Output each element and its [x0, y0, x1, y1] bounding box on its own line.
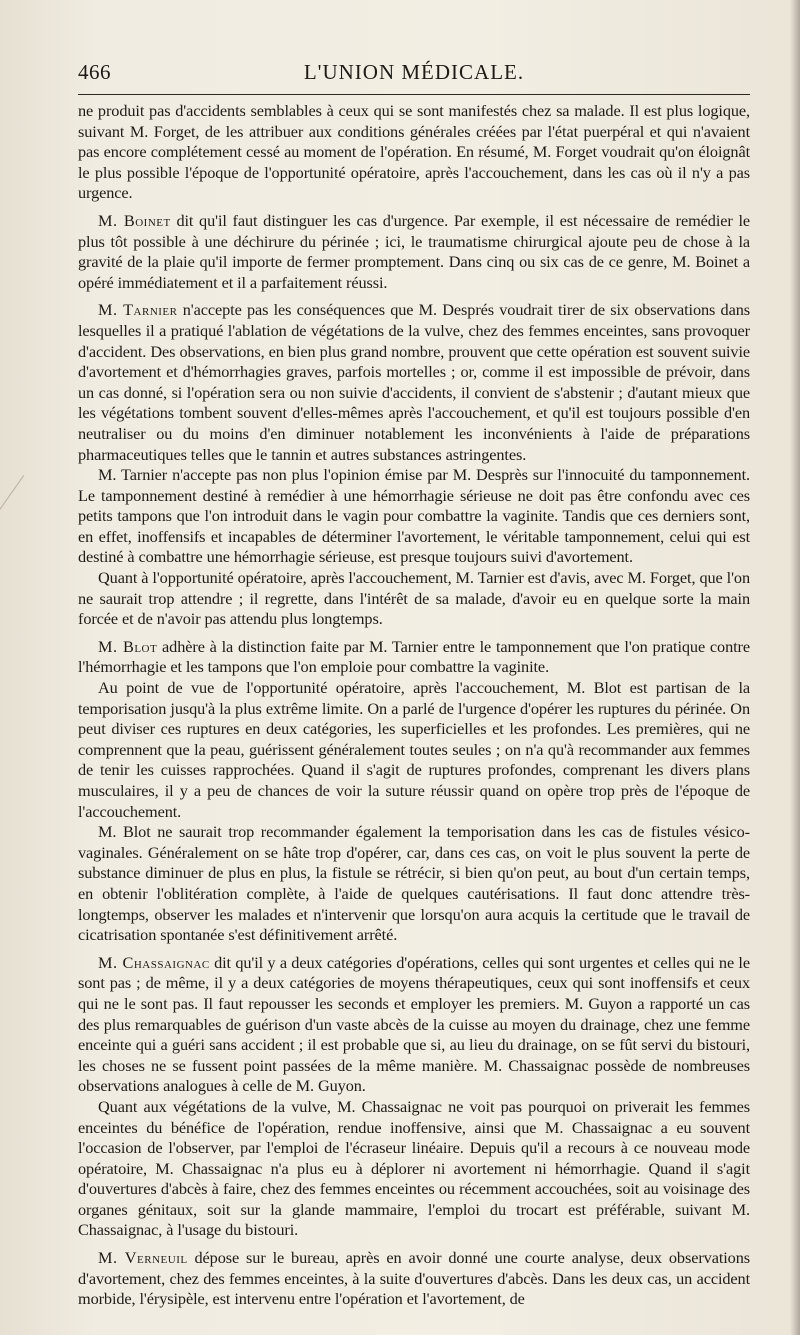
paragraph-blot-fistules [78, 822, 750, 946]
page-number: 466 [78, 60, 111, 84]
speaker-name: M. Chassaignac [98, 952, 210, 972]
paragraph-text: dit qu'il y a deux catégories d'opérations, celles qui sont urgentes et celles qui ne le sont pas ; de même, il y a deux catégories de moyens thérapeutiques, ceux qui sont inoffensifs et ceux qui ne le sont pas. Il faut repousser les seconds et employer les premiers. M. Guyon a rapporté un cas des plus remarquables de guérison d'un vaste abcès de la cuisse au moyen du drainage, chez une femme enceinte qui a guéri sans accident ; il est probable que si, au lieu du drainage, on se fût servi du bistouri, les choses ne se fussent point passées de la même manière. M. Chassaignac possède de nombreuses observations analogues à celle de M. Guyon. [78, 952, 750, 1096]
speaker-name: M. Tarnier [98, 300, 178, 320]
body-text [78, 101, 750, 1310]
paragraph-boinet [78, 211, 750, 293]
paragraph-blot [78, 637, 750, 678]
paragraph-text: dit qu'il faut distinguer les cas d'urgence. Par exemple, il est nécessaire de remédier le plus tôt possible à une déchirure du périnée ; ici, le traumatisme chirurgical ajoute peu de chose à la gravité de la plaie qu'il importe de fermer promptement. Dans cinq ou six cas de ce genre, M. Boinet a opéré immédiatement et il a parfaitement réussi. [78, 210, 750, 292]
header-rule [78, 94, 750, 95]
paragraph-chassaignac-vegetations [78, 1097, 750, 1241]
speaker-name: M. Boinet [98, 210, 171, 230]
paragraph-chassaignac [78, 953, 750, 1097]
paragraph-text: dépose sur le bureau, après en avoir donné une courte analyse, deux observations d'avortement, chez des femmes enceintes, à la suite d'ouvertures d'abcès. Dans les deux cas, un accident morbide, l'érysipèle, est intervenu entre l'opération et l'avortement, de [78, 1248, 750, 1309]
paragraph-verneuil [78, 1248, 750, 1310]
running-header [78, 58, 750, 88]
paragraph-text: ne produit pas d'accidents semblables à ceux qui se sont manifestés chez sa malade. Il est plus logique, suivant M. Forget, de les attribuer aux conditions générales créées par l'état puerpéral et qui n'avaient pas encore complétement cessé au moment de l'opération. En résumé, M. Forget voudrait qu'on éloignât le plus possible l'époque de l'opportunité opératoire, après l'accouchement, dans les cas où il n'y a pas urgence. [78, 101, 750, 203]
journal-title: L'UNION MÉDICALE. [303, 60, 525, 84]
paragraph-tarnier-tamponnement [78, 465, 750, 568]
paragraph-text: Quant à l'opportunité opératoire, après l'accouchement, M. Tarnier est d'avis, avec M. Forget, que l'on ne saurait trop attendre ; il regrette, dans l'intérêt de sa malade, d'avoir eu en quelque sorte la main forcée et de n'avoir pas attendu plus longtemps. [78, 568, 750, 629]
paragraph-text: Au point de vue de l'opportunité opératoire, après l'accouchement, M. Blot est partisan de la temporisation jusqu'à la plus extrême limite. On a parlé de l'urgence d'opérer les ruptures du périnée. On peut diviser ces ruptures en deux catégories, les superficielles et les profondes. Les premières, qui ne comprennent que la peau, guérissent généralement toutes seules ; on n'a qu'à recommander aux femmes de tenir les cuisses rapprochées. Quand il s'agit de ruptures profondes, comprenant les divers plans musculaires, il y a peu de chances de voir la suture réussir quand on opère trop près de l'époque de l'accouchement. [78, 678, 750, 821]
paragraph-text: n'accepte pas les conséquences que M. Després voudrait tirer de six observations dans lesquelles il a pratiqué l'ablation de végétations de la vulve, chez des femmes enceintes, sans provoquer d'accident. Des observations, en bien plus grand nombre, prouvent que cette opération est souvent suivie d'avortement et d'hémorrhagies graves, parfois mortelles ; or, comme il est impossible de prévoir, dans un cas donné, si l'opération sera ou non suivie d'accidents, il convient de s'abstenir ; d'autant mieux que les végétations tombent souvent d'elles-mêmes après l'accouchement, et qu'il est toujours possible d'en neutraliser ou du moins d'en diminuer notablement les inconvénients à l'aide de préparations pharmaceutiques telles que le tannin et autres substances astringentes. [78, 300, 750, 464]
margin-mark [0, 475, 24, 525]
paragraph-blot-temporisation [78, 678, 750, 822]
paragraph-text: M. Tarnier n'accepte pas non plus l'opinion émise par M. Desprès sur l'innocuité du tamponnement. Le tamponnement destiné à remédier à une hémorrhagie sérieuse ne doit pas être confondu avec ces petits tampons que l'on introduit dans le vagin pour combattre la vaginite. Tandis que ces derniers sont, en effet, inoffensifs et incapables de déterminer l'avortement, le véritable tamponnement, celui qui est destiné à combattre une hémorrhagie sérieuse, est presque toujours suivi d'avortement. [78, 465, 750, 567]
speaker-name: M. Verneuil [98, 1248, 188, 1268]
page-edge-shadow [790, 0, 800, 1335]
speaker-name: M. Blot [98, 636, 158, 656]
paragraph-text: adhère à la distinction faite par M. Tarnier entre le tamponnement que l'on pratique contre l'hémorrhagie et les tampons que l'on emploie pour combattre la vaginite. [78, 636, 750, 677]
paragraph-continuation [78, 101, 750, 204]
paragraph-text: M. Blot ne saurait trop recommander également la temporisation dans les cas de fistules vésico-vaginales. Généralement on se hâte trop d'opérer, car, dans ces cas, on voit le plus souvent la perte de substance diminuer de plus en plus, la fistule se rétrécir, si bien qu'on peut, au bout d'un certain temps, en obtenir l'oblitération complète, à l'aide de quelques cautérisations. Il faut donc attendre très-longtemps, observer les malades et n'intervenir que lorsqu'on aura acquis la certitude que le travail de cicatrisation spontanée s'est définitivement arrêté. [78, 822, 750, 945]
paragraph-tarnier-opportunite [78, 568, 750, 630]
paragraph-text: Quant aux végétations de la vulve, M. Chassaignac ne voit pas pourquoi on priverait les femmes enceintes du bénéfice de l'opération, rendue inoffensive, ainsi que M. Chassaignac a eu souvent l'occasion de l'observer, par l'emploi de l'écraseur linéaire. Depuis qu'il a recours à ce nouveau mode opératoire, M. Chassaignac n'a plus eu à déplorer ni avortement ni hémorrhagie. Quand il s'agit d'ouvertures d'abcès à faire, chez des femmes enceintes ou récemment accouchées, soit au voisinage des organes génitaux, soit sur la glande mammaire, l'emploi du trocart est préférable, suivant M. Chassaignac, à l'usage du bistouri. [78, 1096, 750, 1240]
paragraph-tarnier [78, 300, 750, 465]
